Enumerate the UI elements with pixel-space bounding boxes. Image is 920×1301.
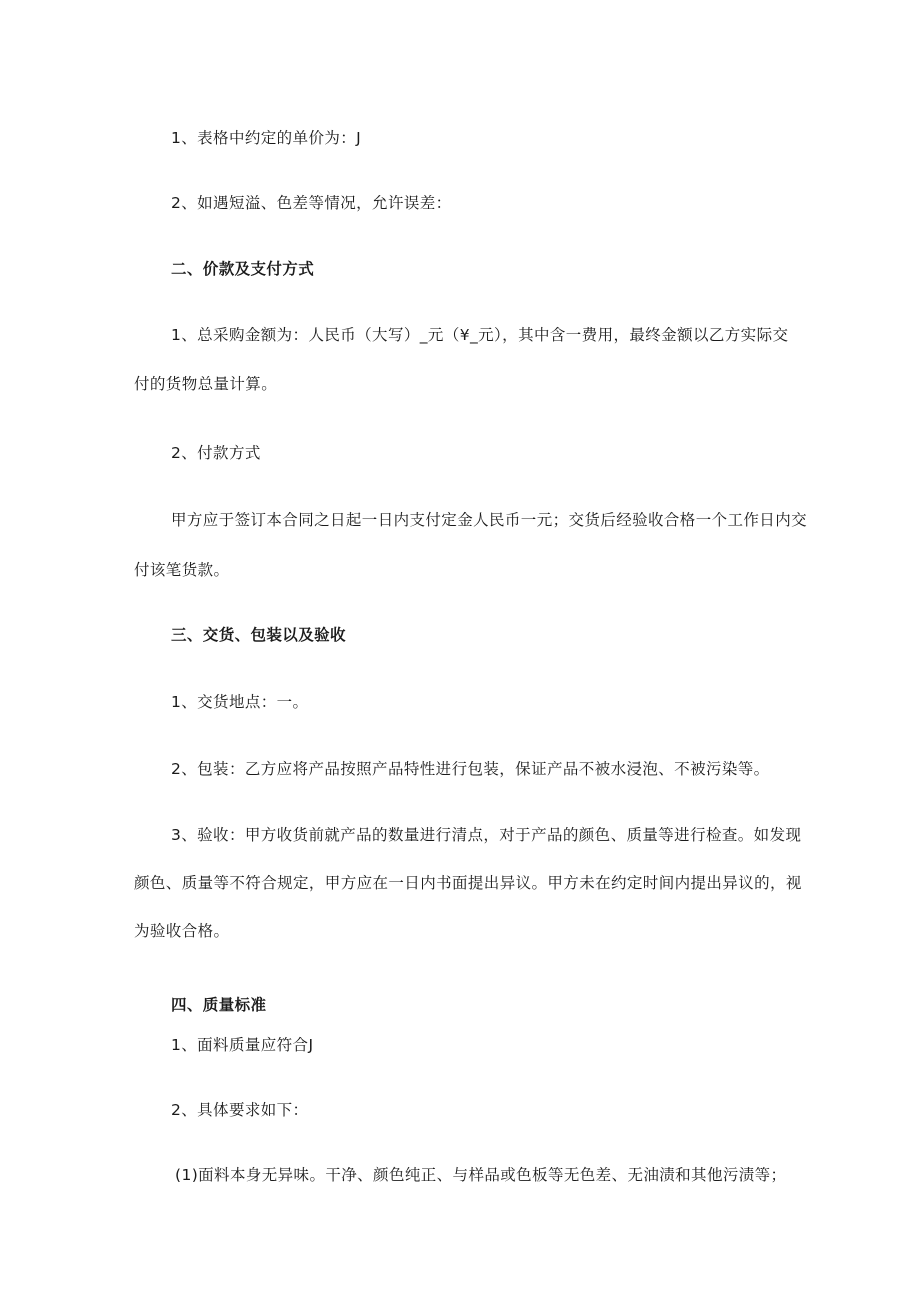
total-amount-clause: 1、总采购金额为：人民币（大写）_元（¥_元），其中含一费用，最终金额以乙方实际交 xyxy=(171,326,789,344)
fabric-quality-clause: 1、面料质量应符合J xyxy=(171,1036,314,1054)
total-amount-clause-continued: 付的货物总量计算。 xyxy=(134,375,278,393)
specific-requirements-label: 2、具体要求如下： xyxy=(171,1101,309,1119)
section-heading-payment: 二、价款及支付方式 xyxy=(171,260,315,278)
acceptance-clause: 3、验收：甲方收货前就产品的数量进行清点，对于产品的颜色、质量等进行检查。如发现 xyxy=(171,826,802,844)
section-heading-delivery: 三、交货、包装以及验收 xyxy=(171,626,346,644)
packaging-clause: 2、包装：乙方应将产品按照产品特性进行包装，保证产品不被水浸泡、不被污染等。 xyxy=(171,760,770,778)
tolerance-clause: 2、如遇短溢、色差等情况，允许误差： xyxy=(171,194,452,212)
section-heading-quality: 四、质量标准 xyxy=(171,996,267,1014)
acceptance-clause-continued-2: 为验收合格。 xyxy=(134,922,230,940)
deposit-clause-continued: 付该笔货款。 xyxy=(134,561,230,579)
unit-price-clause: 1、表格中约定的单价为：J xyxy=(171,129,362,147)
deposit-clause: 甲方应于签订本合同之日起一日内支付定金人民币一元；交货后经验收合格一个工作日内交 xyxy=(171,511,808,529)
delivery-location-clause: 1、交货地点：一。 xyxy=(171,693,309,711)
acceptance-clause-continued-1: 颜色、质量等不符合规定，甲方应在一日内书面提出异议。甲方未在约定时间内提出异议的，视 xyxy=(134,874,802,892)
payment-method-label: 2、付款方式 xyxy=(171,444,261,462)
requirement-item-1: (1)面料本身无异味。干净、颜色纯正、与样品或色板等无色差、无油渍和其他污渍等； xyxy=(175,1166,787,1184)
